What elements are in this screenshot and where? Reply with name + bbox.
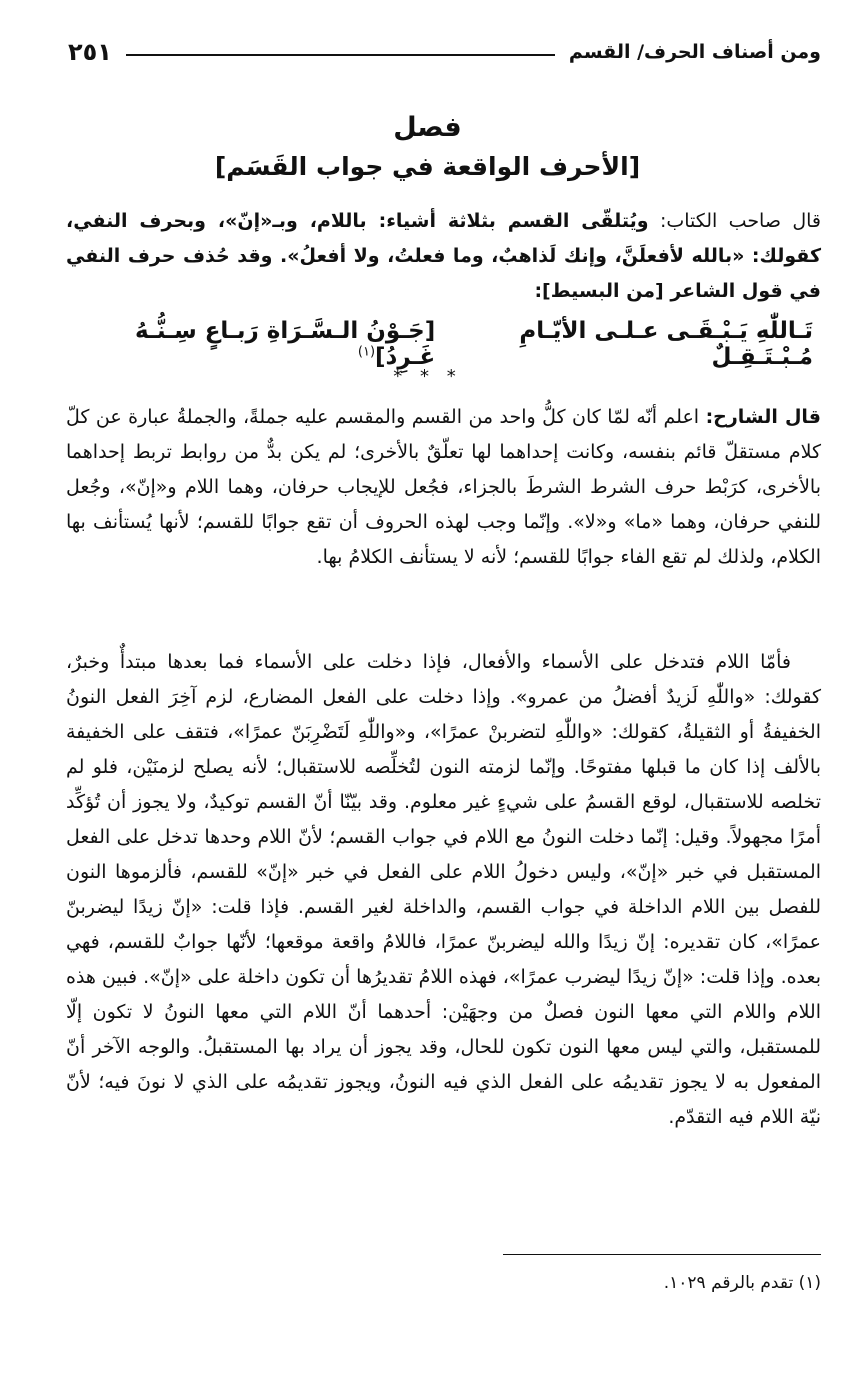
- header-section-title: ومن أصناف الحرف/ القسم: [568, 41, 821, 63]
- running-header: [68, 30, 821, 74]
- commentary-text-2: فأمّا اللام فتدخل على الأسماء والأفعال، فإذا دخلت على الأسماء فما بعدها مبتدأٌ وخبرٌ، كقولك: «واللّٰهِ لَزيدٌ أفضلُ من عمرو». وإذا دخلت على الفعل المضارع، لزم آخِرَ الفعل النونُ الخفيفةُ أو الثقيلةُ، كقولك: «واللّٰهِ لتضربنْ عمرًا»، و«واللّٰهِ لَتَضْرِبَنّ عمرًا»، فتقف على الخفيفة بالألف إذا كان ما قبلها مفتوحًا. وإنّما لزمته النون لتُخلِّصه للاستقبال؛ لأنه يصلح لزمنَيْن، فلو لم تخلصه للاستقبال، لوقع القسمُ على شيءٍ غير معلوم. وقد بيّنّا أنّ القسم توكيدٌ، ولا يجوز أن تُؤكِّد أمرًا مجهولاً. وقيل: إنّما دخلت النونُ مع اللام في جواب القسم؛ لأنّ اللام وحدها تدخل على الفعل المستقبل في خبر «إنّ»، وليس دخولُ اللام على الفعل في خبر «إنّ» للقسم، فألزموها النون للفصل بين اللام الداخلة في جواب القسم، والداخلة لغير القسم. فإذا قلت: «إنّ زيدًا ليضربنّ عمرًا»، كان تقديره: إنّ زيدًا والله ليضربنّ عمرًا، فاللامُ واقعة موقعها؛ لأنّها جوابٌ للقسم، فهي بعده. وإذا قلت: «إنّ زيدًا ليضرب عمرًا»، فهذه اللامُ تقديرُها أن تكون داخلة على «إنّ». فبين هذه اللام واللام التي معها النون فصلٌ من وجهَيْن: أحدهما أنّ اللام التي معها النونُ لا تكون إلّا للمستقبل، والتي ليس معها النون تكون للحال، وقد يجوز أن يراد بها المستقبلُ. والوجه الآخر أنّ المفعول به لا يجوز تقديمُه على الفعل الذي فيه النونُ، ويجوز تقديمُه على الذي لا نونَ فيه؛ لأنّ نيّة اللام فيه التقدّم.: [66, 651, 821, 1128]
- commentary-paragraph-1: [66, 400, 821, 575]
- verse-second-hemistich-wrap: [جَـوْنُ الـسَّـرَاةِ رَبـاعٍ سِـنُّـهُ غَـرِدُ]$^{(١)}$: [135, 318, 436, 370]
- verse-second-hemistich: جَـوْنُ الـسَّـرَاةِ رَبـاعٍ سِـنُّـهُ غَـرِدُ: [135, 318, 436, 370]
- commentary-lead: قال الشارح:: [705, 406, 821, 428]
- page-number: ٢٥١: [68, 38, 112, 66]
- commentary-text-1: اعلم أنّه لمّا كان كلُّ واحد من القسم والمقسم عليه جملةً، والجملةُ عبارة عن كلّ كلام مستقلّ قائم بنفسه، وكانت إحداهما لها تعلّقٌ بالأخرى؛ لم يكن بدٌّ من روابط تربط إحداهما بالأخرى، كرَبْط حرف الشرط الشرطَ بالجزاء، فجُعل للإيجاب حرفان، وهما اللام و«إنّ»، وجُعل للنفي حرفان، وهما «ما» و«لا». وإنّما وجب لهذه الحروف أن تقع جوابًا للقسم؛ لأنها يُستأنف بها الكلام، ولذلك لم تقع الفاء جوابًا للقسم؛ لأنه لا يستأنف الكلامُ بها.: [66, 406, 821, 568]
- intro-paragraph: [66, 204, 821, 309]
- intro-lead: قال صاحب الكتاب:: [659, 210, 821, 232]
- section-separator: * * *: [393, 366, 462, 387]
- chapter-subtitle: [الأحرف الواقعة في جواب القَسَم]: [214, 152, 641, 181]
- header-rule: [126, 54, 555, 56]
- poetry-verse: [66, 318, 821, 370]
- verse-first-hemistich: تَـاللّٰهِ يَـبْـقَـى عـلـى الأيّـامِ مُـبْـتَـقِـلٌ: [519, 318, 813, 370]
- chapter-title: فصل: [393, 112, 462, 143]
- intro-text: ويُتلقّى القسم بثلاثة أشياء: باللام، وبـ«إنّ»، وبحرف النفي، كقولك: «بالله لأفعلَنَّ، وإنك لَذاهبٌ، وما فعلتُ، ولا أفعلُ». وقد حُذف حرف النفي في قول الشاعر [من البسيط]:: [66, 210, 821, 302]
- footnote-rule: [503, 1254, 821, 1255]
- footnote: (١) تقدم بالرقم ١٠٢٩.: [663, 1273, 821, 1293]
- footnote-mark: (١): [357, 344, 376, 360]
- commentary-paragraph-2: [66, 645, 821, 1135]
